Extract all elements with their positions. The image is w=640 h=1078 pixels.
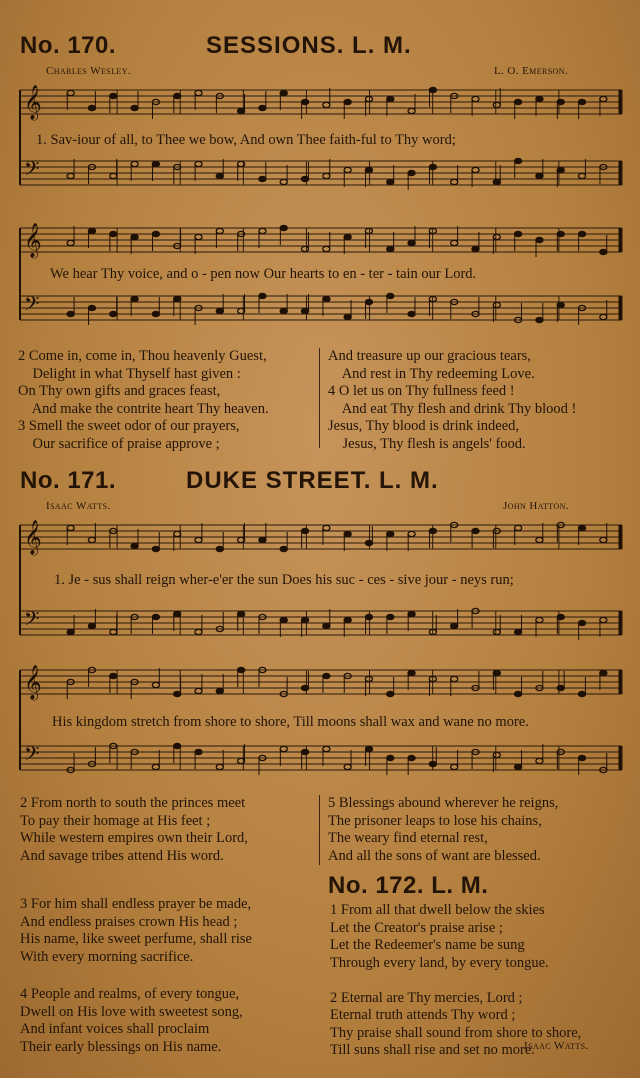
treble-clef-icon: 𝄞 bbox=[24, 665, 42, 700]
note-head bbox=[344, 99, 351, 104]
note-head bbox=[387, 246, 394, 251]
bass-clef-icon: 𝄢 bbox=[24, 292, 40, 320]
note-head bbox=[131, 234, 138, 239]
treble-clef-icon: 𝄞 bbox=[24, 85, 42, 120]
note-head bbox=[216, 764, 223, 769]
note-head bbox=[344, 764, 351, 769]
note-head bbox=[131, 296, 138, 301]
hymn-172-number: No. 172. L. M. bbox=[328, 872, 489, 899]
note-head bbox=[515, 764, 522, 769]
note-head bbox=[259, 537, 266, 542]
note-head bbox=[301, 685, 308, 690]
note-head bbox=[259, 293, 266, 298]
note-head bbox=[536, 537, 543, 542]
note-head bbox=[323, 296, 330, 301]
note-head bbox=[110, 173, 117, 178]
note-head bbox=[536, 237, 543, 242]
note-head bbox=[578, 99, 585, 104]
hymn-171-number: No. 171. bbox=[20, 467, 117, 494]
note-head bbox=[578, 755, 585, 760]
note-head bbox=[408, 670, 415, 675]
note-head bbox=[174, 743, 181, 748]
note-head bbox=[259, 228, 266, 233]
hymn-171-verse-3: 3 For him shall endless prayer be made, And endless praises crown His head ; His name, like sweet perfume, shall rise With every morning sacrifice. bbox=[20, 896, 252, 965]
note-head bbox=[365, 746, 372, 751]
note-head bbox=[536, 317, 543, 322]
hymn-171-composer: John Hatton. bbox=[503, 500, 569, 512]
note-head bbox=[323, 673, 330, 678]
hymn-171-verse-4: 4 People and realms, of every tongue, Dwell on His love with sweetest song, And infant voices shall proclaim Their early blessings on His name. bbox=[20, 986, 243, 1055]
note-head bbox=[301, 528, 308, 533]
note-head bbox=[195, 234, 202, 239]
note-head bbox=[216, 228, 223, 233]
note-head bbox=[515, 525, 522, 530]
note-head bbox=[600, 617, 607, 622]
hymn-171-lyric-2: His kingdom stretch from shore to shore, Till moons shall wax and wane no more. bbox=[52, 714, 529, 730]
note-head bbox=[451, 676, 458, 681]
note-head bbox=[67, 629, 74, 634]
note-head bbox=[301, 176, 308, 181]
note-head bbox=[493, 629, 500, 634]
treble-clef-icon: 𝄞 bbox=[24, 520, 42, 555]
note-head bbox=[365, 299, 372, 304]
hymn-170-number: No. 170. bbox=[20, 32, 117, 59]
note-head bbox=[195, 90, 202, 95]
note-head bbox=[472, 96, 479, 101]
note-head bbox=[600, 314, 607, 319]
note-head bbox=[301, 749, 308, 754]
hymn-171-verse-2: 2 From north to south the princes meet To pay their homage at His feet ; While western empires own their Lord, And savage tribes attend His word. bbox=[20, 795, 248, 864]
note-head bbox=[152, 231, 159, 236]
note-head bbox=[536, 617, 543, 622]
note-head bbox=[344, 617, 351, 622]
note-head bbox=[110, 231, 117, 236]
note-head bbox=[67, 173, 74, 178]
note-head bbox=[152, 682, 159, 687]
note-head bbox=[578, 173, 585, 178]
hymn-170-composer: L. O. Emerson. bbox=[494, 65, 569, 77]
note-head bbox=[280, 308, 287, 313]
note-head bbox=[515, 691, 522, 696]
note-head bbox=[536, 173, 543, 178]
note-head bbox=[238, 667, 245, 672]
note-head bbox=[365, 676, 372, 681]
note-head bbox=[429, 528, 436, 533]
note-head bbox=[110, 629, 117, 634]
bass-clef-icon: 𝄢 bbox=[24, 157, 40, 185]
note-head bbox=[387, 614, 394, 619]
note-head bbox=[67, 240, 74, 245]
note-head bbox=[387, 179, 394, 184]
note-head bbox=[387, 293, 394, 298]
note-head bbox=[323, 623, 330, 628]
note-head bbox=[365, 96, 372, 101]
note-head bbox=[195, 749, 202, 754]
note-head bbox=[344, 531, 351, 536]
note-head bbox=[195, 688, 202, 693]
note-head bbox=[365, 228, 372, 233]
hymn-171-verse-5: 5 Blessings abound wherever he reigns, The prisoner leaps to lose his chains, The weary find eternal rest, And all the sons of want are blessed. bbox=[328, 795, 559, 864]
note-head bbox=[365, 167, 372, 172]
note-head bbox=[493, 102, 500, 107]
treble-clef-icon: 𝄞 bbox=[24, 223, 42, 258]
note-head bbox=[472, 528, 479, 533]
note-head bbox=[131, 161, 138, 166]
note-head bbox=[344, 234, 351, 239]
note-head bbox=[408, 240, 415, 245]
hymn-170-author: Charles Wesley. bbox=[46, 65, 132, 77]
note-head bbox=[387, 531, 394, 536]
note-head bbox=[301, 308, 308, 313]
bass-clef-icon: 𝄢 bbox=[24, 607, 40, 635]
note-head bbox=[67, 90, 74, 95]
note-head bbox=[301, 246, 308, 251]
hymn-172-author: Isaac Watts. bbox=[524, 1040, 589, 1052]
bass-clef-icon: 𝄢 bbox=[24, 742, 40, 770]
note-head bbox=[451, 179, 458, 184]
note-head bbox=[323, 746, 330, 751]
note-head bbox=[323, 246, 330, 251]
note-head bbox=[152, 614, 159, 619]
hymn-171-author: Isaac Watts. bbox=[46, 500, 111, 512]
note-head bbox=[557, 685, 564, 690]
note-head bbox=[557, 302, 564, 307]
note-head bbox=[280, 617, 287, 622]
note-head bbox=[578, 525, 585, 530]
note-head bbox=[387, 96, 394, 101]
note-head bbox=[110, 93, 117, 98]
note-head bbox=[88, 105, 95, 110]
note-head bbox=[557, 99, 564, 104]
note-head bbox=[67, 525, 74, 530]
note-head bbox=[344, 314, 351, 319]
note-head bbox=[472, 246, 479, 251]
note-head bbox=[216, 173, 223, 178]
note-head bbox=[515, 231, 522, 236]
note-head bbox=[493, 670, 500, 675]
note-head bbox=[536, 96, 543, 101]
note-head bbox=[301, 617, 308, 622]
note-head bbox=[216, 688, 223, 693]
hymn-170-lyric-2: We hear Thy voice, and o - pen now Our hearts to en - ter - tain our Lord. bbox=[50, 266, 477, 282]
note-head bbox=[493, 234, 500, 239]
note-head bbox=[88, 228, 95, 233]
note-head bbox=[493, 752, 500, 757]
note-head bbox=[408, 531, 415, 536]
note-head bbox=[408, 311, 415, 316]
note-head bbox=[515, 158, 522, 163]
hymn-172-verses: 1 From all that dwell below the skies Let the Creator's praise arise ; Let the Redeemer's name be sung Through every land, by every tongue. 2 Eternal are Thy mercies, Lord ; Eternal truth attends Thy word ; Thy praise shall sound from shore to shore, Till suns shall rise and set no more. bbox=[330, 902, 582, 1058]
note-head bbox=[600, 537, 607, 542]
note-head bbox=[429, 761, 436, 766]
note-head bbox=[557, 614, 564, 619]
hymn-170-lyric-1: 1. Sav-iour of all, to Thee we bow, And own Thee faith-ful to Thy word; bbox=[36, 132, 456, 148]
note-head bbox=[451, 623, 458, 628]
note-head bbox=[387, 755, 394, 760]
note-head bbox=[259, 176, 266, 181]
note-head bbox=[195, 629, 202, 634]
note-head bbox=[451, 764, 458, 769]
note-head bbox=[131, 543, 138, 548]
note-head bbox=[110, 311, 117, 316]
note-head bbox=[323, 102, 330, 107]
note-head bbox=[216, 308, 223, 313]
note-head bbox=[301, 99, 308, 104]
note-head bbox=[408, 755, 415, 760]
note-head bbox=[600, 670, 607, 675]
note-head bbox=[408, 611, 415, 616]
note-head bbox=[578, 691, 585, 696]
note-head bbox=[88, 623, 95, 628]
note-head bbox=[387, 691, 394, 696]
note-head bbox=[88, 305, 95, 310]
note-head bbox=[451, 240, 458, 245]
note-head bbox=[365, 540, 372, 545]
note-head bbox=[67, 311, 74, 316]
note-head bbox=[493, 179, 500, 184]
verse-divider bbox=[319, 795, 320, 865]
note-head bbox=[578, 231, 585, 236]
note-head bbox=[557, 167, 564, 172]
hymn-171-tune: DUKE STREET. L. M. bbox=[186, 467, 439, 494]
note-head bbox=[238, 108, 245, 113]
note-head bbox=[238, 611, 245, 616]
note-head bbox=[174, 296, 181, 301]
note-head bbox=[152, 546, 159, 551]
note-head bbox=[408, 170, 415, 175]
note-head bbox=[195, 537, 202, 542]
note-head bbox=[280, 90, 287, 95]
note-head bbox=[152, 161, 159, 166]
note-head bbox=[536, 758, 543, 763]
hymn-170-verses-left: 2 Come in, come in, Thou heavenly Guest, Delight in what Thyself hast given : On Thy own gifts and graces feast, And make the contrite heart Thy heaven. 3 Smell the sweet odor of our prayers, Our sacrifice of praise approve ; bbox=[18, 348, 269, 452]
note-head bbox=[493, 302, 500, 307]
note-head bbox=[174, 691, 181, 696]
verse-divider bbox=[319, 348, 320, 448]
note-head bbox=[344, 167, 351, 172]
note-head bbox=[280, 225, 287, 230]
note-head bbox=[429, 164, 436, 169]
note-head bbox=[152, 764, 159, 769]
note-head bbox=[88, 537, 95, 542]
note-head bbox=[195, 161, 202, 166]
note-head bbox=[280, 179, 287, 184]
note-head bbox=[174, 611, 181, 616]
note-head bbox=[152, 311, 159, 316]
note-head bbox=[365, 614, 372, 619]
note-head bbox=[174, 531, 181, 536]
note-head bbox=[600, 249, 607, 254]
note-head bbox=[280, 546, 287, 551]
note-head bbox=[280, 746, 287, 751]
note-head bbox=[472, 167, 479, 172]
note-head bbox=[515, 629, 522, 634]
note-head bbox=[408, 108, 415, 113]
note-head bbox=[216, 546, 223, 551]
note-head bbox=[578, 620, 585, 625]
hymn-170-verses-right: And treasure up our gracious tears, And rest in Thy redeeming Love. 4 O let us on Thy fullness feed ! And eat Thy flesh and drink Thy blood ! Jesus, Thy blood is drink indeed, Jesus, Thy flesh is angels' food. bbox=[328, 348, 577, 452]
hymn-171-lyric-1: 1. Je - sus shall reign wher-e'er the sun Does his suc - ces - sive jour - neys run; bbox=[54, 572, 514, 588]
note-head bbox=[515, 99, 522, 104]
note-head bbox=[323, 173, 330, 178]
note-head bbox=[429, 87, 436, 92]
note-head bbox=[323, 525, 330, 530]
note-head bbox=[174, 93, 181, 98]
note-head bbox=[600, 96, 607, 101]
note-head bbox=[131, 105, 138, 110]
note-head bbox=[259, 105, 266, 110]
note-head bbox=[110, 673, 117, 678]
hymn-170-tune: SESSIONS. L. M. bbox=[206, 32, 412, 59]
note-head bbox=[557, 231, 564, 236]
